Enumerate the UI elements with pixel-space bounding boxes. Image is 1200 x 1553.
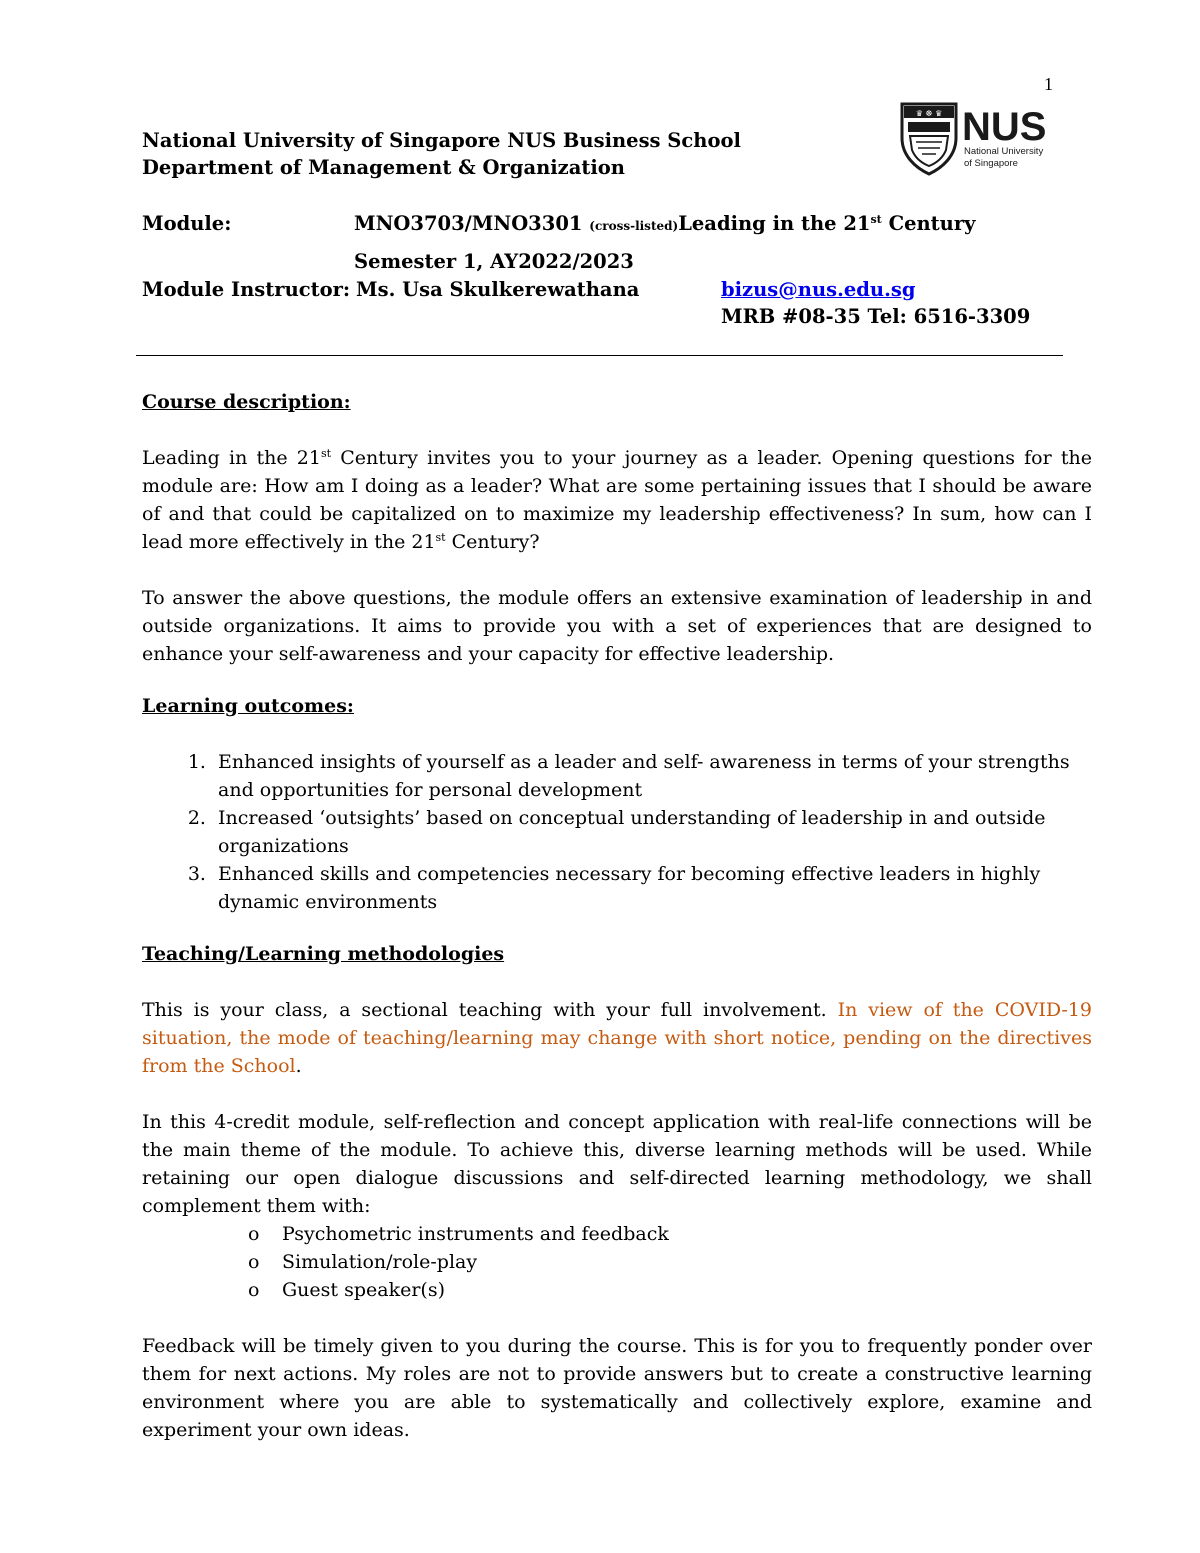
learning-outcomes-heading: Learning outcomes: <box>142 695 354 717</box>
module-label: Module: <box>142 212 232 235</box>
learning-outcomes-section <box>142 692 1092 916</box>
instructor-email-link[interactable]: bizus@nus.edu.sg <box>721 278 916 301</box>
course-description-paragraph-1: Leading in the 21st Century invites you to your journey as a leader. Opening questions for the module are: How am I doing as a leader? What are some pertaining issues that I should be aware of and that could be capitalized on to maximize my leadership effectiveness? In sum, how can I lead more effectively in the 21st Century? <box>142 447 1092 553</box>
page-number: 1 <box>1044 74 1053 94</box>
header-university: National University of Singapore NUS Business School <box>142 129 741 152</box>
instructor-name: Ms. Usa Skulkerewathana <box>356 278 640 301</box>
svg-text:♛ ☸ ♛: ♛ ☸ ♛ <box>915 109 943 118</box>
bullet-icon: o <box>248 1279 260 1301</box>
logo-subtitle-2: of Singapore <box>964 158 1018 169</box>
header-divider <box>136 355 1063 356</box>
list-item: o Guest speaker(s) <box>282 1276 1092 1304</box>
list-item: o Simulation/role-play <box>282 1248 1092 1276</box>
course-description-heading: Course description: <box>142 391 351 413</box>
methodologies-heading: Teaching/Learning methodologies <box>142 943 505 965</box>
methodologies-paragraph-1: This is your class, a sectional teaching with your full involvement. In view of the COVID-19 situation, the mode of teaching/learning may change with short notice, pending on the directives from the School. <box>142 999 1093 1077</box>
module-code: MNO3703/MNO3301 <box>354 212 583 235</box>
list-item: o Psychometric instruments and feedback <box>282 1220 1092 1248</box>
nus-logo <box>898 100 1063 176</box>
bullet-icon: o <box>248 1223 260 1245</box>
logo-wordmark: NUS <box>962 105 1047 149</box>
instructor-label: Module Instructor: <box>142 278 351 301</box>
covid-notice: In view of the COVID-19 situation, the mode of teaching/learning may change with short notice, pending on the directives from the School <box>142 999 1093 1077</box>
course-description-section <box>142 388 1092 668</box>
header-department: Department of Management & Organization <box>142 156 625 179</box>
module-line <box>354 210 975 240</box>
learning-outcomes-list <box>142 748 1092 916</box>
list-item: 1. Enhanced insights of yourself as a leader and self- awareness in terms of your strengths and opportunities for personal development <box>212 748 1092 804</box>
list-item: 3. Enhanced skills and competencies necessary for becoming effective leaders in highly dynamic environments <box>212 860 1092 916</box>
bullet-icon: o <box>248 1251 260 1273</box>
methodologies-paragraph-2: In this 4-credit module, self-reflection and concept application with real-life connections will be the main theme of the module. To achieve this, diverse learning methods will be used. While retaining our open dialogue discussions and self-directed learning methodology, we shall complement them with: <box>142 1111 1092 1217</box>
cross-listed-tag: (cross-listed) <box>589 219 679 233</box>
methodologies-paragraph-3: Feedback will be timely given to you during the course. This is for you to frequently ponder over them for next actions. My roles are not to provide answers but to create a constructive learning environment where you are able to systematically and collectively explore, examine and experiment your own ideas. <box>142 1335 1092 1441</box>
office-contact: MRB #08-35 Tel: 6516-3309 <box>721 305 1031 328</box>
semester: Semester 1, AY2022/2023 <box>354 250 634 273</box>
list-item: 2. Increased ‘outsights’ based on conceptual understanding of leadership in and outside organizations <box>212 804 1092 860</box>
logo-subtitle-1: National University <box>964 146 1044 157</box>
module-title: Leading in the 21st Century <box>678 212 976 235</box>
nus-crest-icon <box>902 104 956 174</box>
methods-list <box>142 1220 1092 1304</box>
course-description-paragraph-2: To answer the above questions, the module offers an extensive examination of leadership in and outside organizations. It aims to provide you with a set of experiences that are designed to enhance your self-awareness and your capacity for effective leadership. <box>142 587 1092 665</box>
methodologies-section <box>142 940 1092 1444</box>
